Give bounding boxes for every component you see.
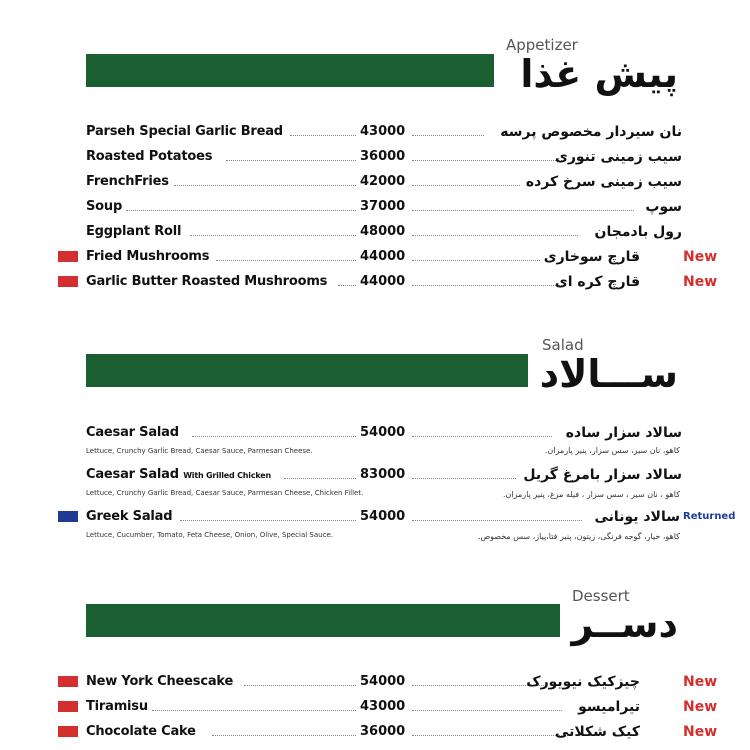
- dot-leader: [412, 685, 544, 686]
- item-name-en: FrenchFries: [86, 174, 169, 189]
- new-flag-icon: [58, 701, 78, 712]
- item-subtitle: With Grilled Chicken: [183, 471, 272, 480]
- dot-leader: [190, 235, 356, 236]
- dot-leader: [290, 135, 356, 136]
- dot-leader: [412, 285, 562, 286]
- item-name-fa: سوپ: [645, 199, 682, 215]
- dessert-title-en: Dessert: [572, 587, 630, 605]
- item-description-en: Lettuce, Cucumber, Tomato, Feta Cheese, Onion, Olive, Special Sauce.: [86, 531, 333, 539]
- item-price: 54000: [360, 674, 406, 689]
- dot-leader: [174, 185, 356, 186]
- item-name-en: Tiramisu: [86, 699, 148, 714]
- menu-item: [0, 147, 750, 167]
- dot-leader: [244, 685, 356, 686]
- dot-leader: [338, 285, 356, 286]
- dot-leader: [212, 735, 356, 736]
- item-name-en: Fried Mushrooms: [86, 249, 210, 264]
- dot-leader: [412, 710, 562, 711]
- dot-leader: [216, 260, 356, 261]
- item-price: 36000: [360, 724, 406, 739]
- menu-item: [0, 465, 750, 485]
- item-name-fa: سیب زمینی سرخ کرده: [525, 174, 682, 190]
- item-price: 42000: [360, 174, 406, 189]
- item-name-fa: رول بادمجان: [594, 224, 682, 240]
- menu-item: [0, 507, 750, 527]
- new-badge: New: [683, 674, 718, 690]
- item-name-en: New York Cheescake: [86, 674, 234, 689]
- item-description-fa: کاهو، خیار، گوجه فرنگی، زیتون، پنیر فتا،پیاز، سس مخصوص.: [477, 532, 680, 541]
- item-price: 43000: [360, 124, 406, 139]
- dot-leader: [180, 520, 356, 521]
- menu-item: [0, 122, 750, 142]
- new-flag-icon: [58, 726, 78, 737]
- dot-leader: [412, 185, 520, 186]
- menu-item: [0, 672, 750, 692]
- dessert-title-fa: دســر: [571, 602, 678, 646]
- item-price: 36000: [360, 149, 406, 164]
- new-flag-icon: [58, 676, 78, 687]
- item-name-fa: کیک شکلاتی: [554, 724, 640, 740]
- dot-leader: [412, 436, 552, 437]
- item-name-en: Soup: [86, 199, 123, 214]
- item-description-en: Lettuce, Crunchy Garlic Bread, Caesar Sauce, Parmesan Cheese, Chicken Fillet.: [86, 489, 364, 497]
- salad-header-bar: [86, 354, 528, 387]
- item-name-en: Chocolate Cake: [86, 724, 196, 739]
- item-name-fa: قارچ کره ای: [554, 274, 640, 290]
- menu-item: [0, 722, 750, 742]
- item-description-en: Lettuce, Crunchy Garlic Bread, Caesar Sauce, Parmesan Cheese.: [86, 447, 313, 455]
- new-badge: New: [683, 699, 718, 715]
- dot-leader: [226, 160, 356, 161]
- salad-title-fa: ســـالاد: [539, 352, 678, 396]
- item-price: 44000: [360, 274, 406, 289]
- menu-item: [0, 222, 750, 242]
- item-name-en: Eggplant Roll: [86, 224, 182, 239]
- item-name-en: Caesar Salad With Grilled Chicken: [86, 467, 272, 482]
- item-price: 43000: [360, 699, 406, 714]
- menu-item: [0, 272, 750, 292]
- item-price: 37000: [360, 199, 406, 214]
- dot-leader: [412, 735, 572, 736]
- item-price: 48000: [360, 224, 406, 239]
- returned-flag-icon: [58, 511, 78, 522]
- appetizer-title-en: Appetizer: [506, 36, 578, 54]
- item-name-fa: سالاد سزار ساده: [565, 425, 682, 441]
- item-name-en: Parseh Special Garlic Bread: [86, 124, 283, 139]
- item-description-fa: کاهو، نان سیر، سس سزار، پنیر پارمزان.: [544, 446, 680, 455]
- item-name-fa: سالاد سزار بامرغ گریل: [523, 467, 682, 483]
- item-name-fa: قارچ سوخاری: [543, 249, 640, 265]
- new-flag-icon: [58, 251, 78, 262]
- item-name-fa: تیرامیسو: [578, 699, 640, 715]
- returned-badge: Returned: [683, 511, 736, 522]
- new-badge: New: [683, 249, 718, 265]
- dot-leader: [412, 260, 540, 261]
- dot-leader: [412, 135, 484, 136]
- item-name-en: Greek Salad: [86, 509, 173, 524]
- item-price: 83000: [360, 467, 406, 482]
- salad-title-en: Salad: [542, 336, 584, 354]
- dot-leader: [284, 478, 356, 479]
- dot-leader: [412, 160, 562, 161]
- dot-leader: [412, 210, 634, 211]
- item-name-fa: نان سیردار مخصوص پرسه: [500, 124, 682, 140]
- item-name-fa: چیزکیک نیویورک: [526, 674, 640, 690]
- item-name-en: Garlic Butter Roasted Mushrooms: [86, 274, 328, 289]
- item-name-fa: سالاد یونانی: [594, 509, 680, 525]
- item-price: 54000: [360, 509, 406, 524]
- dot-leader: [412, 520, 582, 521]
- item-name-en: Caesar Salad: [86, 425, 179, 440]
- appetizer-header-bar: [86, 54, 494, 87]
- dot-leader: [192, 436, 356, 437]
- menu-item: [0, 423, 750, 443]
- new-flag-icon: [58, 276, 78, 287]
- item-name-en: Roasted Potatoes: [86, 149, 213, 164]
- item-price: 54000: [360, 425, 406, 440]
- menu-item: [0, 247, 750, 267]
- dot-leader: [126, 210, 356, 211]
- item-name-fa: سیب زمینی تنوری: [554, 149, 682, 165]
- menu-item: [0, 172, 750, 192]
- new-badge: New: [683, 724, 718, 740]
- item-price: 44000: [360, 249, 406, 264]
- menu-item: [0, 197, 750, 217]
- item-description-fa: کاهو ، نان سیر ، سس سزار ، فیله مرغ، پنیر پارمزان.: [502, 490, 680, 499]
- menu-item: [0, 697, 750, 717]
- dot-leader: [152, 710, 356, 711]
- dot-leader: [412, 478, 516, 479]
- appetizer-title-fa: پیش غذا: [520, 52, 678, 96]
- new-badge: New: [683, 274, 718, 290]
- dot-leader: [412, 235, 578, 236]
- dessert-header-bar: [86, 604, 560, 637]
